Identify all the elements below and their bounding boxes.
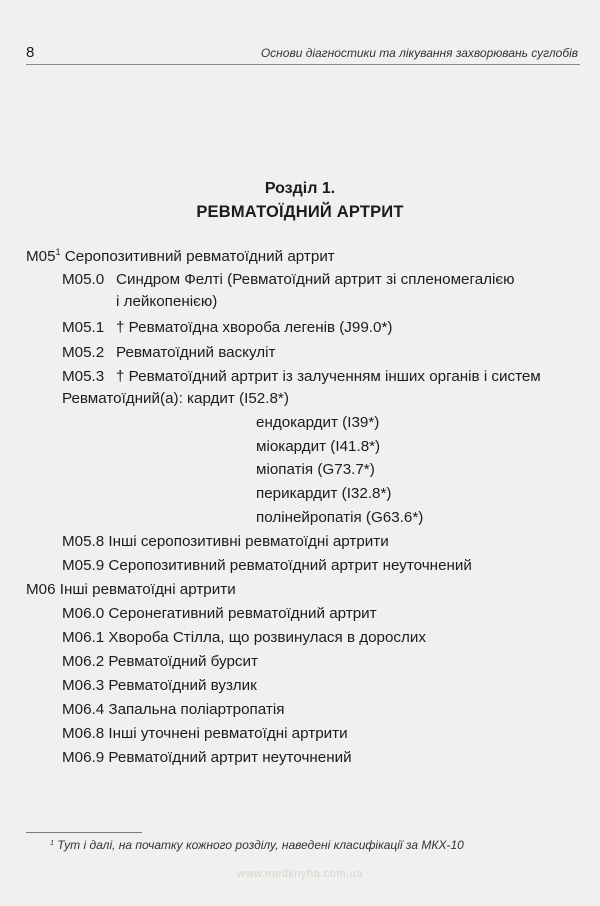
m05-0-label-line1: Синдром Фелті (Ревматоїдний артрит зі спленомегалією <box>116 271 515 288</box>
m05-3-sub-item: полінейропатія (G63.6*) <box>256 509 424 526</box>
m05-3-label-line1: † Ревматоїдний артрит із залученням інших органів і систем <box>116 368 541 385</box>
m05-1-label: † Ревматоїдна хвороба легенів (J99.0*) <box>116 319 393 336</box>
header-divider <box>26 64 580 65</box>
running-title: Основи діагностики та лікування захворювань суглобів <box>260 46 578 60</box>
m06-item: М06.4 Запальна поліартропатія <box>62 701 285 718</box>
m05-3-sub-item: міокардит (I41.8*) <box>256 438 381 455</box>
m06-item: М06.3 Ревматоїдний вузлик <box>62 677 257 694</box>
page-number: 8 <box>26 44 35 61</box>
m05-9-entry: М05.9 Серопозитивний ревматоїдний артрит неуточнений <box>62 557 472 574</box>
watermark: www.medknyha.com.ua <box>237 868 363 880</box>
footnote <box>50 838 464 852</box>
m05-3-label-line2: Ревматоїдний(а): кардит (I52.8*) <box>62 390 289 407</box>
m05-label: Серопозитивний ревматоїдний артрит <box>64 248 335 265</box>
section-number: Розділ 1. <box>264 180 336 197</box>
m06-item: М06.2 Ревматоїдний бурсит <box>62 653 258 670</box>
footnote-divider <box>26 832 142 833</box>
m06-item: М06.1 Хвороба Стілла, що розвинулася в дорослих <box>62 629 426 646</box>
m05-0-label-line2: і лейкопенією) <box>116 293 218 310</box>
footnote-ref: 1 <box>55 247 61 257</box>
m06-item: М06.9 Ревматоїдний артрит неуточнений <box>62 749 352 766</box>
section-title: РЕВМАТОЇДНИЙ АРТРИТ <box>196 203 404 221</box>
footnote-text: Тут і далі, на початку кожного розділу, наведені класифікації за МКХ-10 <box>57 838 464 852</box>
m05-3-sub-item: міопатія (G73.7*) <box>256 461 375 478</box>
m06-item: М06.0 Серонегативний ревматоїдний артрит <box>62 605 377 622</box>
m05-3-code: М05.3 <box>62 368 105 385</box>
m05-0-code: М05.0 <box>62 271 105 288</box>
m05-2-code: М05.2 <box>62 344 105 361</box>
m05-1-code: М05.1 <box>62 319 105 336</box>
m05-8-entry: М05.8 Інші серопозитивні ревматоїдні артрити <box>62 533 389 550</box>
m05-entry <box>26 247 335 267</box>
m05-code: М05 <box>26 248 56 265</box>
m05-2-label: Ревматоїдний васкуліт <box>116 344 276 361</box>
m05-3-sub-item: перикардит (I32.8*) <box>256 485 392 502</box>
m05-3-sub-item: ендокардит (I39*) <box>256 414 380 431</box>
footnote-mark: 1 <box>50 840 54 847</box>
m06-item: М06.8 Інші уточнені ревматоїдні артрити <box>62 725 348 742</box>
m06-entry: М06 Інші ревматоїдні артрити <box>26 581 236 598</box>
